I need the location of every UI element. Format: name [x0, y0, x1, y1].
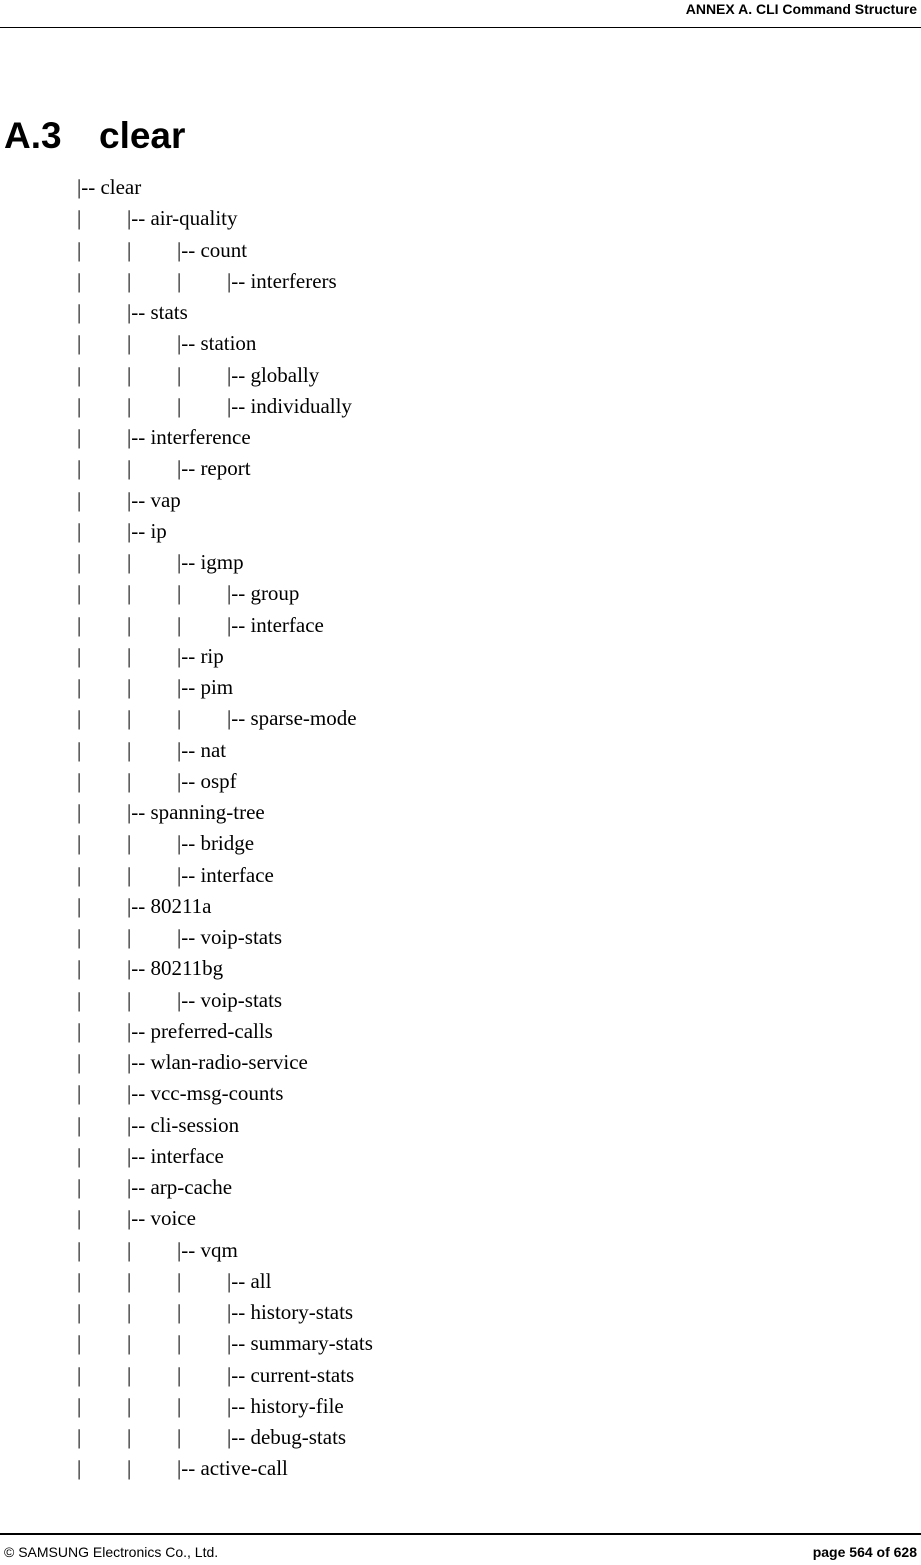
tree-pipe: |	[127, 1425, 132, 1449]
tree-node-label: |-- interface	[227, 612, 324, 637]
tree-node-label: |-- voip-stats	[177, 925, 283, 949]
tree-pipe: |	[77, 425, 82, 449]
tree-node-label: |-- active-call	[177, 1456, 288, 1481]
tree-node-label: |-- preferred-calls	[127, 1018, 273, 1043]
tree-pipe: |	[77, 675, 82, 699]
tree-node-label: |-- wlan-radio-service	[127, 1050, 308, 1074]
tree-pipe: |	[77, 487, 82, 512]
tree-node-label: |-- nat	[177, 737, 227, 762]
header-divider	[0, 27, 921, 28]
tree-line	[0, 1453, 921, 1484]
footer-copyright: © SAMSUNG Electronics Co., Ltd.	[4, 1544, 219, 1560]
tree-pipe: |	[77, 237, 82, 262]
section-heading	[4, 113, 185, 159]
tree-line	[0, 610, 921, 641]
tree-pipe: |	[177, 1300, 182, 1324]
footer-page-number: page 564 of 628	[812, 1544, 917, 1560]
tree-node-label: |-- ip	[127, 518, 167, 543]
tree-pipe: |	[77, 1331, 82, 1356]
tree-line	[0, 828, 921, 859]
tree-node-label: |-- stats	[127, 300, 188, 324]
tree-pipe: |	[177, 1362, 182, 1387]
tree-pipe: |	[177, 268, 182, 293]
tree-line	[0, 1422, 921, 1453]
tree-line	[0, 1266, 921, 1297]
tree-line	[0, 1328, 921, 1359]
tree-pipe: |	[177, 362, 182, 387]
tree-pipe: |	[177, 1268, 182, 1293]
tree-node-label: |-- air-quality	[127, 206, 238, 231]
tree-node-label: |-- clear	[77, 175, 142, 199]
tree-line	[0, 641, 921, 672]
tree-pipe: |	[127, 1300, 132, 1324]
tree-pipe: |	[127, 862, 132, 887]
section-title: clear	[99, 115, 186, 156]
tree-pipe: |	[127, 550, 132, 574]
tree-pipe: |	[77, 1300, 82, 1324]
tree-line	[0, 172, 921, 203]
tree-line	[0, 235, 921, 266]
tree-line	[0, 1172, 921, 1203]
tree-line	[0, 360, 921, 391]
tree-line	[0, 1297, 921, 1328]
tree-line	[0, 1078, 921, 1109]
tree-pipe: |	[77, 1268, 82, 1293]
tree-line	[0, 1141, 921, 1172]
tree-line	[0, 1203, 921, 1234]
tree-pipe: |	[127, 1237, 132, 1262]
tree-node-label: |-- vqm	[177, 1237, 238, 1262]
tree-line	[0, 1047, 921, 1078]
tree-pipe: |	[177, 393, 182, 418]
tree-line	[0, 328, 921, 359]
tree-node-label: |-- globally	[227, 362, 320, 387]
command-tree	[0, 172, 921, 1485]
tree-node-label: |-- vap	[127, 487, 181, 512]
tree-pipe: |	[127, 1456, 132, 1481]
tree-pipe: |	[77, 612, 82, 637]
running-header-title: ANNEX A. CLI Command Structure	[685, 1, 917, 17]
tree-pipe: |	[77, 925, 82, 949]
tree-line	[0, 485, 921, 516]
tree-pipe: |	[77, 800, 82, 824]
footer-divider	[0, 1533, 921, 1535]
tree-pipe: |	[77, 1362, 82, 1387]
tree-pipe: |	[127, 581, 132, 606]
tree-pipe: |	[77, 1050, 82, 1074]
tree-line	[0, 860, 921, 891]
tree-line	[0, 985, 921, 1016]
tree-pipe: |	[77, 1206, 82, 1231]
tree-node-label: |-- voice	[127, 1206, 196, 1231]
tree-pipe: |	[77, 393, 82, 418]
tree-pipe: |	[77, 1393, 82, 1418]
tree-pipe: |	[127, 925, 132, 949]
tree-node-label: |-- bridge	[177, 831, 255, 856]
tree-pipe: |	[77, 706, 82, 731]
tree-pipe: |	[177, 1393, 182, 1418]
tree-line	[0, 578, 921, 609]
tree-pipe: |	[77, 331, 82, 356]
tree-node-label: |-- interference	[127, 425, 251, 449]
tree-node-label: |-- pim	[177, 675, 234, 699]
tree-pipe: |	[127, 393, 132, 418]
tree-pipe: |	[127, 362, 132, 387]
tree-pipe: |	[77, 456, 82, 481]
tree-pipe: |	[127, 1362, 132, 1387]
tree-pipe: |	[177, 581, 182, 606]
tree-pipe: |	[77, 550, 82, 574]
tree-node-label: |-- summary-stats	[227, 1331, 373, 1356]
tree-pipe: |	[77, 987, 82, 1012]
tree-node-label: |-- interface	[177, 862, 274, 887]
tree-line	[0, 1110, 921, 1141]
tree-pipe: |	[177, 706, 182, 731]
tree-line	[0, 203, 921, 234]
tree-pipe: |	[77, 1237, 82, 1262]
tree-line	[0, 891, 921, 922]
tree-node-label: |-- history-file	[227, 1393, 344, 1418]
tree-line	[0, 672, 921, 703]
tree-node-label: |-- cli-session	[127, 1112, 240, 1137]
tree-pipe: |	[127, 1268, 132, 1293]
tree-line	[0, 797, 921, 828]
tree-pipe: |	[127, 831, 132, 856]
tree-pipe: |	[127, 643, 132, 668]
tree-node-label: |-- arp-cache	[127, 1175, 233, 1199]
tree-pipe: |	[77, 1175, 82, 1199]
tree-pipe: |	[177, 1425, 182, 1449]
tree-pipe: |	[77, 1081, 82, 1106]
tree-node-label: |-- debug-stats	[227, 1425, 347, 1449]
tree-pipe: |	[77, 1425, 82, 1449]
tree-pipe: |	[127, 768, 132, 793]
tree-node-label: |-- interferers	[227, 268, 337, 293]
tree-line	[0, 1016, 921, 1047]
tree-pipe: |	[77, 862, 82, 887]
tree-node-label: |-- all	[227, 1268, 272, 1293]
tree-line	[0, 516, 921, 547]
tree-pipe: |	[127, 268, 132, 293]
tree-pipe: |	[77, 893, 82, 918]
tree-line	[0, 766, 921, 797]
tree-pipe: |	[127, 675, 132, 699]
tree-line	[0, 422, 921, 453]
tree-pipe: |	[77, 362, 82, 387]
tree-node-label: |-- vcc-msg-counts	[127, 1081, 284, 1106]
tree-node-label: |-- group	[227, 581, 300, 606]
tree-node-label: |-- count	[177, 237, 248, 262]
tree-node-label: |-- 80211bg	[127, 956, 224, 981]
tree-pipe: |	[77, 1143, 82, 1168]
tree-line	[0, 1235, 921, 1266]
tree-pipe: |	[127, 1393, 132, 1418]
tree-node-label: |-- current-stats	[227, 1362, 355, 1387]
tree-node-label: |-- sparse-mode	[227, 706, 357, 731]
tree-pipe: |	[77, 268, 82, 293]
tree-pipe: |	[77, 518, 82, 543]
section-number: A.3	[4, 115, 62, 156]
tree-line	[0, 1391, 921, 1422]
tree-pipe: |	[77, 643, 82, 668]
tree-pipe: |	[127, 456, 132, 481]
tree-node-label: |-- history-stats	[227, 1300, 354, 1324]
tree-line	[0, 703, 921, 734]
tree-pipe: |	[77, 956, 82, 981]
tree-pipe: |	[77, 300, 82, 324]
tree-pipe: |	[127, 331, 132, 356]
tree-line	[0, 297, 921, 328]
tree-line	[0, 735, 921, 766]
tree-pipe: |	[127, 1331, 132, 1356]
tree-pipe: |	[77, 1018, 82, 1043]
tree-pipe: |	[77, 581, 82, 606]
tree-pipe: |	[127, 706, 132, 731]
tree-pipe: |	[77, 1112, 82, 1137]
tree-pipe: |	[177, 1331, 182, 1356]
tree-pipe: |	[77, 831, 82, 856]
tree-node-label: |-- igmp	[177, 550, 244, 574]
tree-line	[0, 547, 921, 578]
tree-node-label: |-- report	[177, 456, 251, 481]
tree-node-label: |-- ospf	[177, 768, 237, 793]
tree-node-label: |-- spanning-tree	[127, 800, 265, 824]
tree-pipe: |	[127, 612, 132, 637]
tree-node-label: |-- voip-stats	[177, 987, 283, 1012]
tree-node-label: |-- individually	[227, 393, 352, 418]
tree-pipe: |	[177, 612, 182, 637]
tree-line	[0, 391, 921, 422]
tree-pipe: |	[77, 1456, 82, 1481]
tree-node-label: |-- interface	[127, 1143, 224, 1168]
tree-line	[0, 453, 921, 484]
tree-node-label: |-- 80211a	[127, 893, 212, 918]
tree-line	[0, 953, 921, 984]
tree-line	[0, 266, 921, 297]
tree-line	[0, 1360, 921, 1391]
tree-pipe: |	[127, 237, 132, 262]
tree-pipe: |	[77, 206, 82, 231]
tree-node-label: |-- rip	[177, 643, 224, 668]
tree-node-label: |-- station	[177, 331, 257, 356]
tree-pipe: |	[77, 737, 82, 762]
tree-line	[0, 922, 921, 953]
tree-pipe: |	[77, 768, 82, 793]
tree-pipe: |	[127, 987, 132, 1012]
tree-pipe: |	[127, 737, 132, 762]
